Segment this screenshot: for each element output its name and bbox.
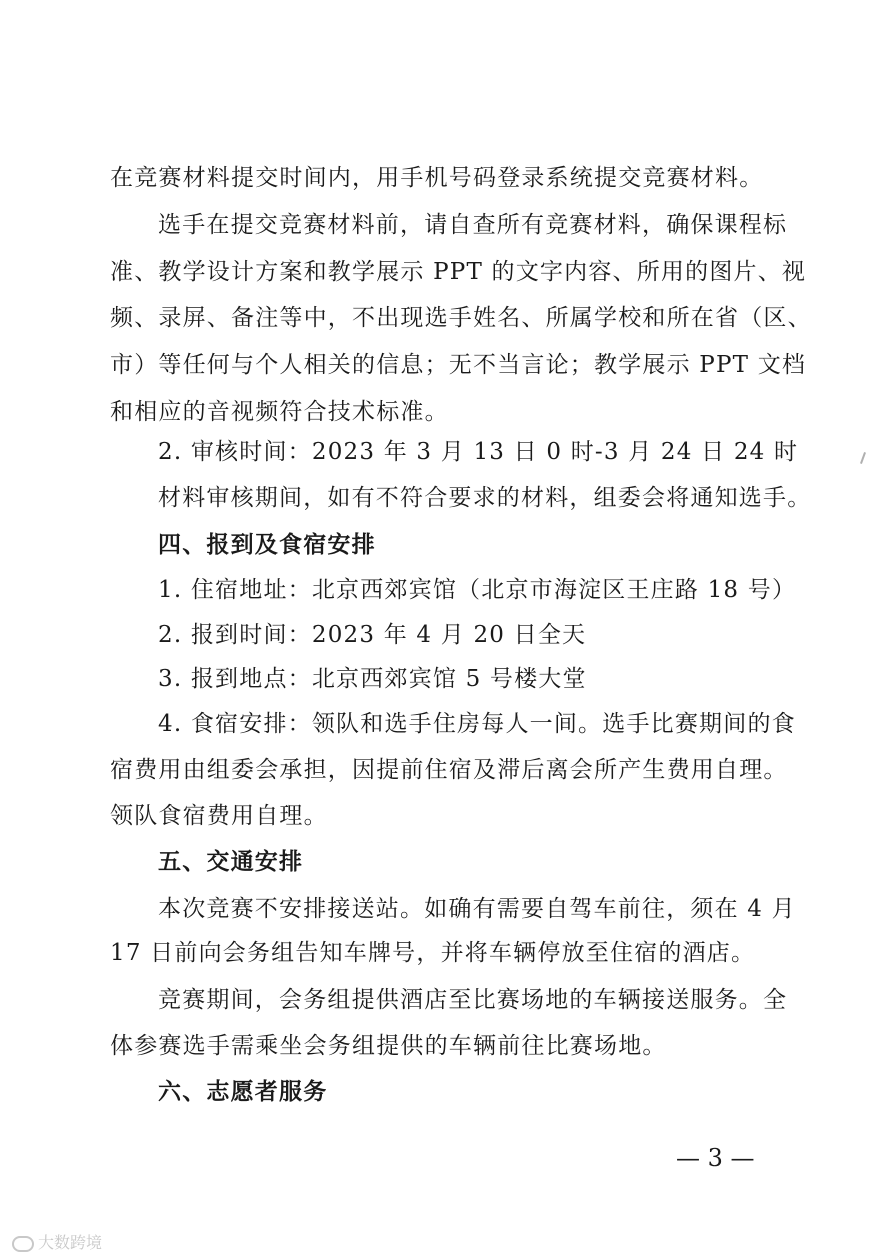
paragraph-line-review-time: 2. 审核时间：2023 年 3 月 13 日 0 时-3 月 24 日 24 时 xyxy=(158,439,799,465)
paragraph-line-review-notice: 材料审核期间，如有不符合要求的材料，组委会将通知选手。 xyxy=(158,485,812,511)
paragraph-line-registration-place: 3. 报到地点：北京西郊宾馆 5 号楼大堂 xyxy=(158,666,587,692)
section-heading-volunteer: 六、志愿者服务 xyxy=(158,1079,328,1105)
paragraph-line-accommodation: 4. 食宿安排：领队和选手住房每人一间。选手比赛期间的食 xyxy=(158,711,796,737)
paragraph-line-accommodation-2: 宿费用由组委会承担，因提前住宿及滞后离会所产生费用自理。 xyxy=(110,757,788,783)
paragraph-line-self-check-5: 和相应的音视频符合技术标准。 xyxy=(110,399,449,425)
paragraph-line-transport: 本次竞赛不安排接送站。如确有需要自驾车前往，须在 4 月 xyxy=(158,896,796,922)
paragraph-line-self-check: 选手在提交竞赛材料前，请自查所有竞赛材料，确保课程标 xyxy=(158,212,788,238)
section-heading-registration: 四、报到及食宿安排 xyxy=(158,532,376,558)
paragraph-line-self-check-4: 市）等任何与个人相关的信息；无不当言论；教学展示 PPT 文档 xyxy=(110,352,807,378)
paragraph-line-shuttle: 竞赛期间，会务组提供酒店至比赛场地的车辆接送服务。全 xyxy=(158,987,788,1013)
paragraph-line-submit-time: 在竞赛材料提交时间内，用手机号码登录系统提交竞赛材料。 xyxy=(110,165,764,191)
paragraph-line-accommodation-3: 领队食宿费用自理。 xyxy=(110,803,328,829)
scan-mark xyxy=(860,452,866,464)
paragraph-line-self-check-3: 频、录屏、备注等中，不出现选手姓名、所属学校和所在省（区、 xyxy=(110,305,812,331)
paragraph-line-hotel-address: 1. 住宿地址：北京西郊宾馆（北京市海淀区王庄路 18 号） xyxy=(158,577,797,603)
paragraph-line-transport-2: 17 日前向会务组告知车牌号，并将车辆停放至住宿的酒店。 xyxy=(110,940,756,966)
watermark xyxy=(12,1232,102,1254)
paragraph-line-self-check-2: 准、教学设计方案和教学展示 PPT 的文字内容、所用的图片、视 xyxy=(110,259,807,285)
section-heading-transport: 五、交通安排 xyxy=(158,849,304,875)
page-number: — 3 — xyxy=(676,1144,755,1172)
paragraph-line-registration-time: 2. 报到时间：2023 年 4 月 20 日全天 xyxy=(158,622,587,648)
watermark-text: 大数跨境 xyxy=(38,1233,103,1252)
paragraph-line-shuttle-2: 体参赛选手需乘坐会务组提供的车辆前往比赛场地。 xyxy=(110,1033,667,1059)
watermark-logo-icon xyxy=(12,1236,34,1252)
